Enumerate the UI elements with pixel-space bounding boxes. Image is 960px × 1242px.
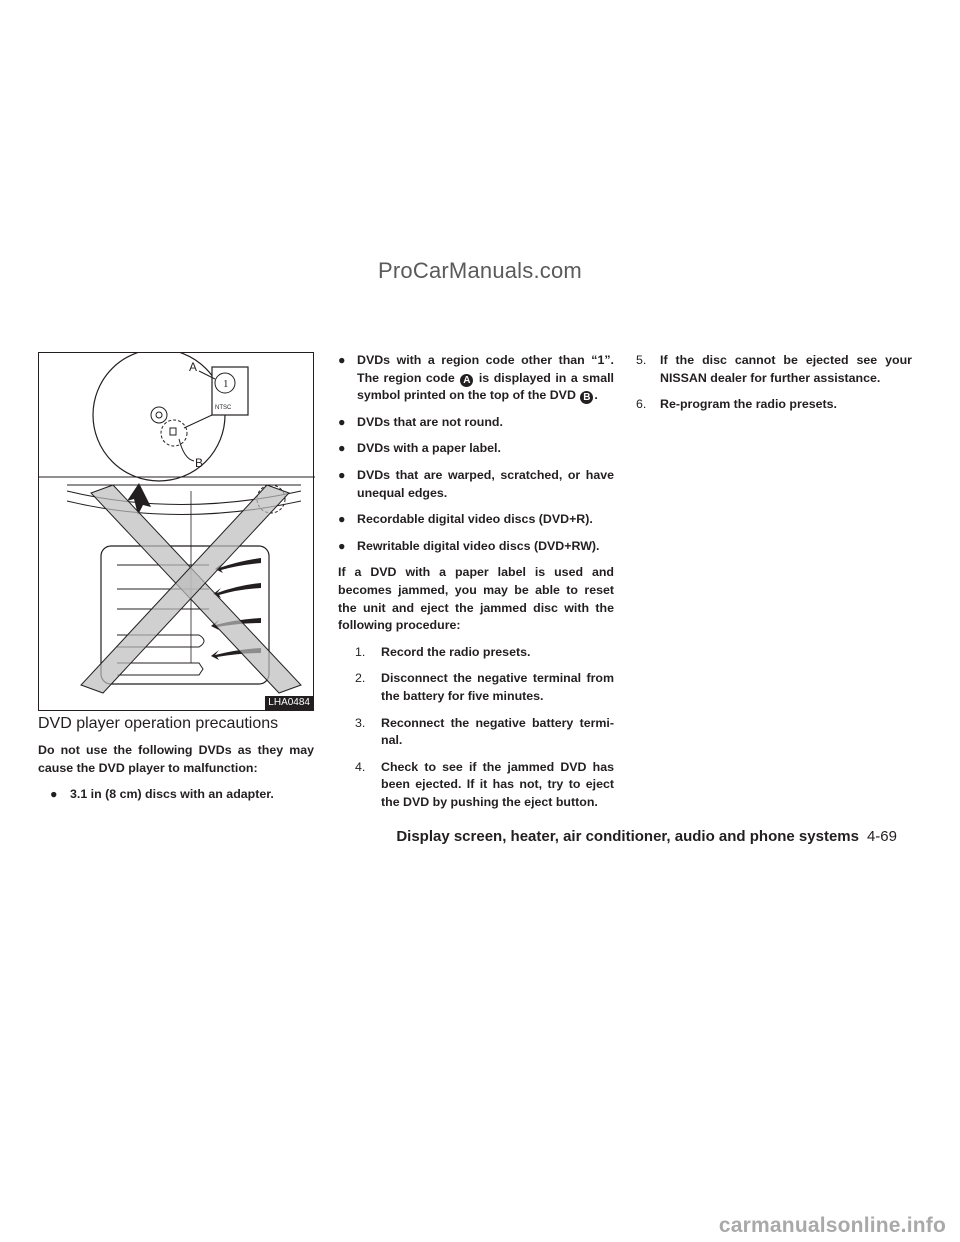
step-item: [338, 670, 614, 705]
svg-text:NTSC: NTSC: [215, 405, 232, 411]
bullet-mark: ●: [338, 467, 346, 482]
svg-text:1: 1: [223, 378, 229, 390]
list-item: [338, 352, 614, 405]
step-item: [338, 759, 614, 812]
list-item: [38, 786, 314, 804]
disc-outline: [93, 353, 225, 481]
step-number: 2.: [355, 671, 366, 686]
footer-section: Display screen, heater, air conditioner, audio and phone systems: [396, 828, 859, 845]
step-item: [338, 644, 614, 662]
bullet-text: DVDs with a region code other than “1”. The region code: [357, 353, 614, 385]
step-text: Reconnect the negative battery termi-nal.: [381, 715, 614, 748]
step-item: [338, 715, 614, 750]
column-2: [338, 352, 614, 820]
callout-b: B: [195, 456, 204, 470]
callout-a: A: [189, 360, 198, 374]
bullet-text: DVDs that are not round.: [357, 414, 503, 429]
bullet-text: DVDs that are warped, scratched, or have unequal edges.: [357, 467, 614, 500]
step-number: 4.: [355, 759, 366, 774]
disc-hub: [151, 407, 167, 423]
column-1: [38, 742, 314, 813]
intro-paragraph: Do not use the following DVDs as they may cause the DVD player to malfunction:: [38, 743, 314, 775]
bullet-text: Recordable digital video discs (DVD+R).: [357, 512, 593, 527]
marker-b-icon: B: [580, 391, 593, 404]
marker-a-icon: A: [460, 374, 473, 387]
step-number: 3.: [355, 715, 366, 730]
step-item: [636, 352, 912, 387]
section-title: DVD player operation precautions: [38, 715, 279, 732]
dvd-illustration: [38, 352, 314, 711]
column-3: [636, 352, 912, 423]
list-item: [338, 511, 614, 529]
step-text: If the disc cannot be ejected see your NISSAN dealer for further assistance.: [660, 353, 912, 385]
figure-code: LHA0484: [265, 696, 313, 710]
bullet-text: 3.1 in (8 cm) discs with an adapter.: [70, 787, 274, 802]
list-item: [338, 538, 614, 556]
list-item: [338, 467, 614, 502]
region-symbol-area: [161, 420, 187, 446]
step-text: Check to see if the jammed DVD has been ejected. If it has not, try to eject the DVD by pushing the eject button.: [381, 759, 614, 809]
step-text: Record the radio presets.: [381, 644, 531, 659]
jam-paragraph: If a DVD with a paper label is used and becomes jammed, you may be able to reset the unit and eject the jammed disc with the following procedure:: [338, 565, 614, 633]
step-number: 6.: [636, 397, 647, 412]
page-number: 4-69: [866, 828, 897, 845]
step-text: Re-program the radio presets.: [660, 397, 837, 412]
step-number: 1.: [355, 644, 366, 659]
bullet-text: Rewritable digital video discs (DVD+RW).: [357, 538, 600, 553]
bullet-mark: ●: [338, 414, 346, 429]
bullet-mark: ●: [338, 538, 346, 553]
bullet-mark: ●: [338, 441, 346, 456]
bullet-text: DVDs with a paper label.: [357, 441, 501, 456]
step-number: 5.: [636, 353, 647, 367]
disc-hole: [156, 412, 162, 418]
page-footer: [396, 828, 897, 845]
bullet-text: is displayed in a small symbol printed on the top of the DVD: [357, 370, 614, 403]
step-text: Disconnect the negative terminal from the battery for five minutes.: [381, 671, 614, 703]
bullet-mark: ●: [338, 512, 346, 527]
bullet-mark: ●: [50, 787, 58, 802]
list-item: [338, 440, 614, 458]
watermark-top: ProCarManuals.com: [378, 258, 582, 283]
watermark-bottom: carmanualsonline.info: [718, 1214, 946, 1237]
bullet-text: .: [594, 388, 598, 403]
bullet-mark: ●: [338, 353, 346, 367]
list-item: [338, 414, 614, 432]
step-item: [636, 396, 912, 414]
dvd-diagram: [39, 353, 315, 712]
